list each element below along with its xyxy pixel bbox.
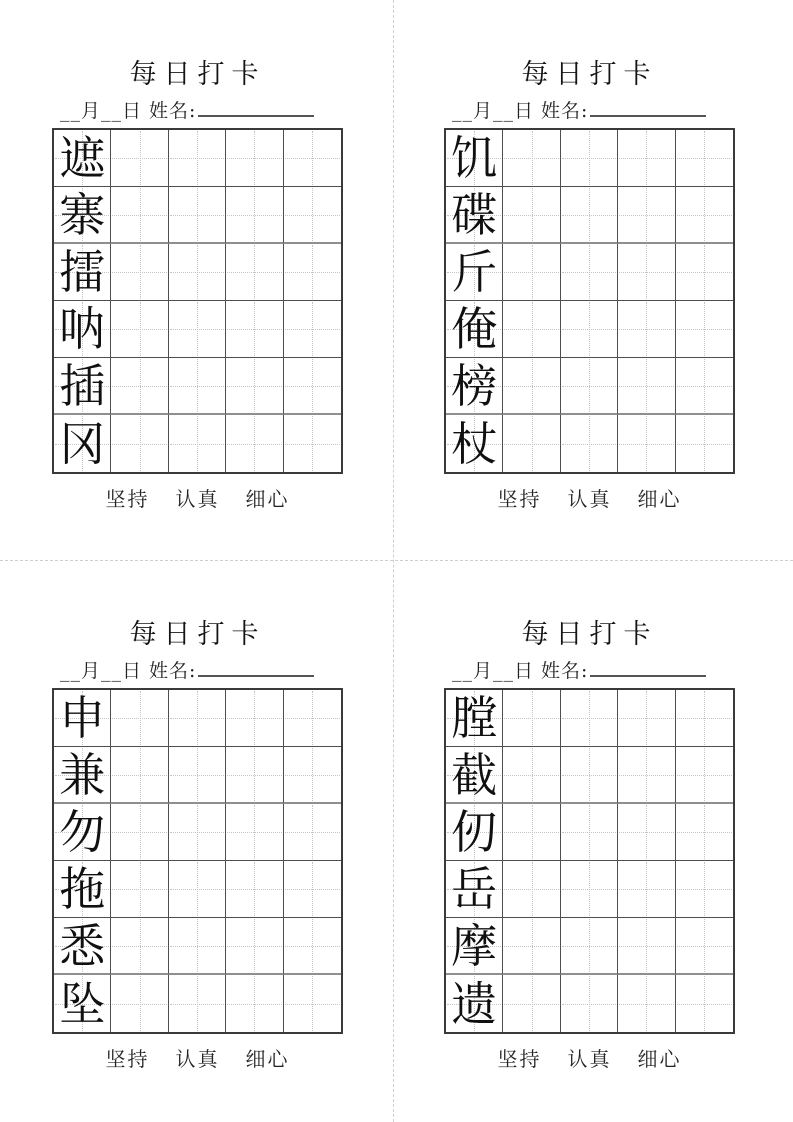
practice-grid (444, 688, 735, 1034)
practice-cell (618, 690, 675, 747)
practice-cell (169, 244, 226, 301)
practice-cell (54, 301, 111, 358)
practice-cell (503, 747, 560, 804)
practice-cell (561, 690, 618, 747)
practice-cell (111, 358, 168, 415)
practice-cell (169, 415, 226, 472)
practice-cell (503, 130, 560, 187)
practice-cell (226, 804, 283, 861)
date-name-line (60, 96, 370, 123)
practice-cell (676, 415, 733, 472)
footer-word: 细心 (245, 487, 290, 511)
practice-cell (561, 861, 618, 918)
practice-cell (618, 747, 675, 804)
practice-cell (561, 244, 618, 301)
practice-cell (618, 187, 675, 244)
practice-cell (503, 975, 560, 1032)
practice-cell (618, 130, 675, 187)
practice-cell (446, 130, 503, 187)
footer-word: 认真 (175, 487, 220, 511)
practice-cell (503, 415, 560, 472)
practice-cell (54, 690, 111, 747)
practice-character: 坠 (59, 976, 106, 1031)
practice-cell (561, 415, 618, 472)
practice-cell (226, 690, 283, 747)
name-blank-line (198, 99, 314, 117)
practice-cell (503, 804, 560, 861)
practice-cell (676, 975, 733, 1032)
practice-character: 斤 (451, 245, 498, 299)
practice-cell (111, 918, 168, 975)
footer-motto (444, 1043, 735, 1072)
practice-character: 膛 (451, 691, 498, 745)
practice-cell (169, 747, 226, 804)
practice-cell (226, 415, 283, 472)
practice-cell (284, 975, 341, 1032)
practice-character: 杖 (451, 416, 498, 471)
practice-cell (618, 918, 675, 975)
practice-cell (561, 747, 618, 804)
practice-cell (111, 187, 168, 244)
practice-cell (618, 415, 675, 472)
practice-cell (446, 975, 503, 1032)
practice-character: 榜 (451, 358, 498, 413)
practice-cell (503, 187, 560, 244)
date-name-label: __月__日 姓名: (452, 100, 589, 122)
practice-cell (284, 244, 341, 301)
practice-cell (284, 358, 341, 415)
practice-cell (226, 358, 283, 415)
practice-cell (54, 187, 111, 244)
practice-cell (169, 804, 226, 861)
practice-cell (284, 415, 341, 472)
practice-cell (169, 918, 226, 975)
practice-cell (54, 861, 111, 918)
footer-word: 细心 (637, 1047, 682, 1071)
practice-character: 饥 (451, 131, 498, 185)
practice-cell (54, 747, 111, 804)
footer-word: 细心 (637, 487, 682, 511)
practice-cell (111, 415, 168, 472)
practice-character: 遮 (59, 131, 106, 185)
practice-cell (226, 861, 283, 918)
name-blank-line (590, 99, 706, 117)
practice-cell (561, 130, 618, 187)
practice-grid (444, 128, 735, 474)
practice-character: 寨 (59, 187, 106, 242)
practice-character: 碟 (451, 187, 498, 242)
practice-cell (284, 187, 341, 244)
footer-word: 认真 (567, 487, 612, 511)
practice-character: 申 (59, 691, 106, 745)
practice-character: 摩 (451, 918, 498, 973)
practice-cell (169, 301, 226, 358)
practice-cell (446, 747, 503, 804)
practice-cell (561, 918, 618, 975)
practice-cell (561, 975, 618, 1032)
footer-word: 坚持 (497, 1047, 542, 1071)
date-name-line (452, 656, 762, 683)
footer-motto (444, 483, 735, 512)
practice-character: 插 (59, 358, 106, 413)
practice-cell (284, 918, 341, 975)
footer-word: 坚持 (105, 1047, 150, 1071)
practice-cell (284, 130, 341, 187)
date-name-label: __月__日 姓名: (60, 100, 197, 122)
practice-cell (54, 804, 111, 861)
practice-character: 呐 (59, 302, 106, 356)
date-name-line (452, 96, 762, 123)
practice-cell (111, 130, 168, 187)
practice-cell (446, 301, 503, 358)
practice-cell (446, 244, 503, 301)
practice-character: 截 (451, 747, 498, 802)
practice-cell (284, 690, 341, 747)
practice-character: 擂 (59, 245, 106, 299)
practice-cell (226, 244, 283, 301)
practice-cell (561, 301, 618, 358)
footer-word: 坚持 (497, 487, 542, 511)
practice-character: 兼 (59, 747, 106, 802)
practice-cell (676, 358, 733, 415)
practice-cell (676, 747, 733, 804)
practice-cell (111, 747, 168, 804)
date-name-line (60, 656, 370, 683)
practice-character: 岳 (451, 862, 498, 916)
practice-cell (676, 301, 733, 358)
practice-cell (561, 187, 618, 244)
practice-cell (446, 804, 503, 861)
footer-word: 认真 (567, 1047, 612, 1071)
practice-cell (446, 358, 503, 415)
practice-cell (676, 130, 733, 187)
practice-cell (446, 861, 503, 918)
practice-cell (446, 918, 503, 975)
practice-cell (446, 690, 503, 747)
practice-cell (226, 301, 283, 358)
practice-cell (284, 747, 341, 804)
practice-cell (446, 415, 503, 472)
practice-cell (503, 918, 560, 975)
practice-character: 拖 (59, 862, 106, 916)
practice-cell (618, 804, 675, 861)
practice-cell (54, 975, 111, 1032)
practice-cell (284, 804, 341, 861)
practice-cell (284, 301, 341, 358)
page-title: 每日打卡 (129, 59, 266, 90)
practice-cell (226, 747, 283, 804)
page-title: 每日打卡 (521, 59, 658, 90)
practice-character: 俺 (451, 302, 498, 356)
practice-cell (169, 975, 226, 1032)
quadrant-bottom-right (392, 560, 784, 1120)
practice-cell (676, 244, 733, 301)
practice-cell (618, 975, 675, 1032)
quadrant-top-left (0, 0, 392, 560)
date-name-label: __月__日 姓名: (452, 660, 589, 682)
page-title: 每日打卡 (521, 619, 658, 650)
footer-motto (52, 483, 343, 512)
practice-cell (54, 415, 111, 472)
name-blank-line (198, 659, 314, 677)
practice-cell (54, 244, 111, 301)
practice-cell (169, 187, 226, 244)
practice-cell (111, 244, 168, 301)
practice-cell (676, 690, 733, 747)
practice-grid (52, 688, 343, 1034)
practice-cell (503, 358, 560, 415)
practice-cell (676, 861, 733, 918)
practice-cell (561, 358, 618, 415)
practice-cell (226, 975, 283, 1032)
practice-cell (111, 301, 168, 358)
practice-cell (618, 301, 675, 358)
practice-cell (503, 861, 560, 918)
footer-motto (52, 1043, 343, 1072)
practice-cell (618, 358, 675, 415)
practice-cell (446, 187, 503, 244)
quadrant-top-right (392, 0, 784, 560)
footer-word: 认真 (175, 1047, 220, 1071)
practice-cell (618, 244, 675, 301)
practice-cell (111, 804, 168, 861)
practice-cell (54, 918, 111, 975)
practice-cell (111, 861, 168, 918)
practice-cell (676, 804, 733, 861)
practice-cell (111, 975, 168, 1032)
footer-word: 坚持 (105, 487, 150, 511)
date-name-label: __月__日 姓名: (60, 660, 197, 682)
practice-cell (226, 187, 283, 244)
footer-word: 细心 (245, 1047, 290, 1071)
practice-cell (169, 690, 226, 747)
practice-cell (676, 918, 733, 975)
practice-cell (54, 358, 111, 415)
practice-cell (169, 130, 226, 187)
practice-cell (676, 187, 733, 244)
practice-cell (503, 244, 560, 301)
practice-character: 悉 (59, 918, 106, 973)
practice-character: 勿 (59, 805, 106, 859)
practice-grid (52, 128, 343, 474)
practice-character: 遗 (451, 976, 498, 1031)
practice-character: 仞 (451, 805, 498, 859)
name-blank-line (590, 659, 706, 677)
practice-cell (618, 861, 675, 918)
practice-cell (226, 130, 283, 187)
practice-cell (503, 690, 560, 747)
practice-cell (54, 130, 111, 187)
practice-character: 冈 (59, 416, 106, 471)
practice-cell (561, 804, 618, 861)
practice-cell (111, 690, 168, 747)
practice-cell (284, 861, 341, 918)
practice-cell (169, 358, 226, 415)
page-title: 每日打卡 (129, 619, 266, 650)
practice-cell (226, 918, 283, 975)
practice-cell (169, 861, 226, 918)
practice-cell (503, 301, 560, 358)
quadrant-bottom-left (0, 560, 392, 1120)
